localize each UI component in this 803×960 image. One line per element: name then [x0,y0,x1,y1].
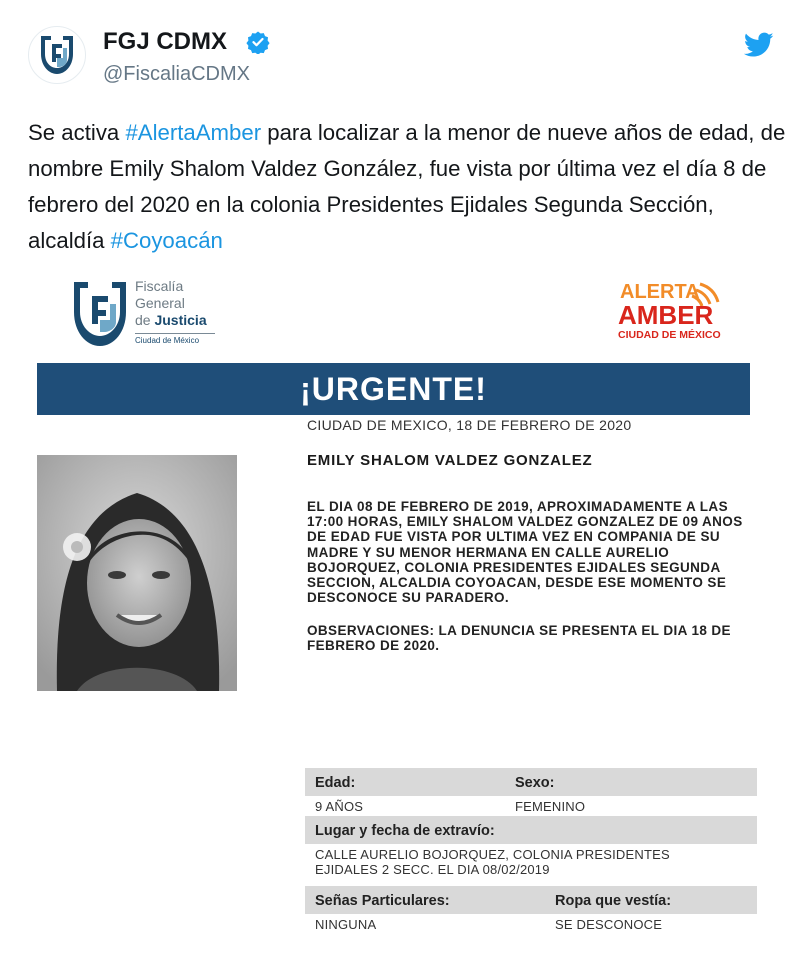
age-label: Edad: [315,775,356,791]
table-row [305,844,757,886]
table-row [305,796,757,816]
user-handle[interactable]: @FiscaliaCDMX [103,63,250,85]
amber-line-3: CIUDAD DE MÉXICO [618,329,721,341]
alerta-amber-logo [616,274,726,346]
hashtag-alerta-amber[interactable]: #AlertaAmber [125,120,262,145]
fgj-line-1: Fiscalía [135,278,184,294]
amber-line-2: AMBER [618,300,714,330]
incident-description: EL DIA 08 DE FEBRERO DE 2019, APROXIMADAMENTE A LAS 17:00 HORAS, EMILY SHALOM VALDEZ GONZALEZ DE 09 ANOS DE EDAD FUE VISTA POR ULTIMA VEZ EN COMPANIA DE SU MADRE Y SU MENOR HERMANA EN CALLE AURELIO BOJORQUEZ, COLONIA PRESIDENTES EJIDALES SEGUNDA SECCION, ALCALDIA COYOACAN, DESDE ESE MOMENTO SE DESCONOCE SU PARADERO. [307,499,743,606]
table-header-row [305,886,757,914]
sex-value: FEMENINO [515,799,586,814]
fgj-wordmark [135,278,215,345]
tweet-text [28,115,788,259]
marks-label: Señas Particulares: [315,893,450,909]
alert-poster-image[interactable] [20,266,780,946]
tweet-header [0,0,803,100]
amber-line-1: ALERTA [620,281,700,303]
table-header-row [305,816,757,844]
fgj-logo-icon [68,278,132,352]
table-header-row [305,768,757,796]
tweet-text-part: Se activa [28,120,126,145]
profile-avatar[interactable] [28,26,86,84]
info-table [305,768,757,934]
fgj-avatar-logo-icon [37,32,77,78]
fgj-line-3-bold: Justicia [154,312,207,328]
missing-person-name: EMILY SHALOM VALDEZ GONZALEZ [307,452,593,469]
fgj-line-4: Ciudad de México [135,333,215,345]
clothes-value: SE DESCONOCE [555,917,663,932]
table-row [305,914,757,934]
alert-date-line: CIUDAD DE MEXICO, 18 DE FEBRERO DE 2020 [307,417,632,433]
age-value: 9 AÑOS [315,799,364,814]
place-label: Lugar y fecha de extravío: [315,823,495,839]
missing-person-photo [37,455,237,691]
fgj-line-2: General [135,295,185,311]
tweet-text-part: para localizar a la menor de nueve años de edad, de nombre Emily Shalom Valdez González, fue vista por última vez el día 8 de febrero del 2020 en la colonia Presidentes Ejidales Segunda Sección, alcaldía [28,120,786,253]
place-value: CALLE AURELIO BOJORQUEZ, COLONIA PRESIDENTES EJIDALES 2 SECC. EL DIA 08/02/2019 [315,847,670,877]
hashtag-coyoacan[interactable]: #Coyoacán [110,228,223,253]
verified-badge-icon [246,30,270,54]
fgj-line-3 [135,312,215,329]
display-name[interactable]: FGJ CDMX [103,28,228,55]
urgent-banner: ¡URGENTE! [37,363,750,415]
twitter-bird-icon[interactable] [744,32,774,58]
observations-text: OBSERVACIONES: LA DENUNCIA SE PRESENTA EL DIA 18 DE FEBRERO DE 2020. [307,623,731,654]
fgj-line-3-prefix: de [135,312,155,328]
portrait-illustration [37,455,237,691]
marks-value: NINGUNA [315,917,377,932]
clothes-label: Ropa que vestía: [555,893,672,909]
sex-label: Sexo: [515,775,555,791]
